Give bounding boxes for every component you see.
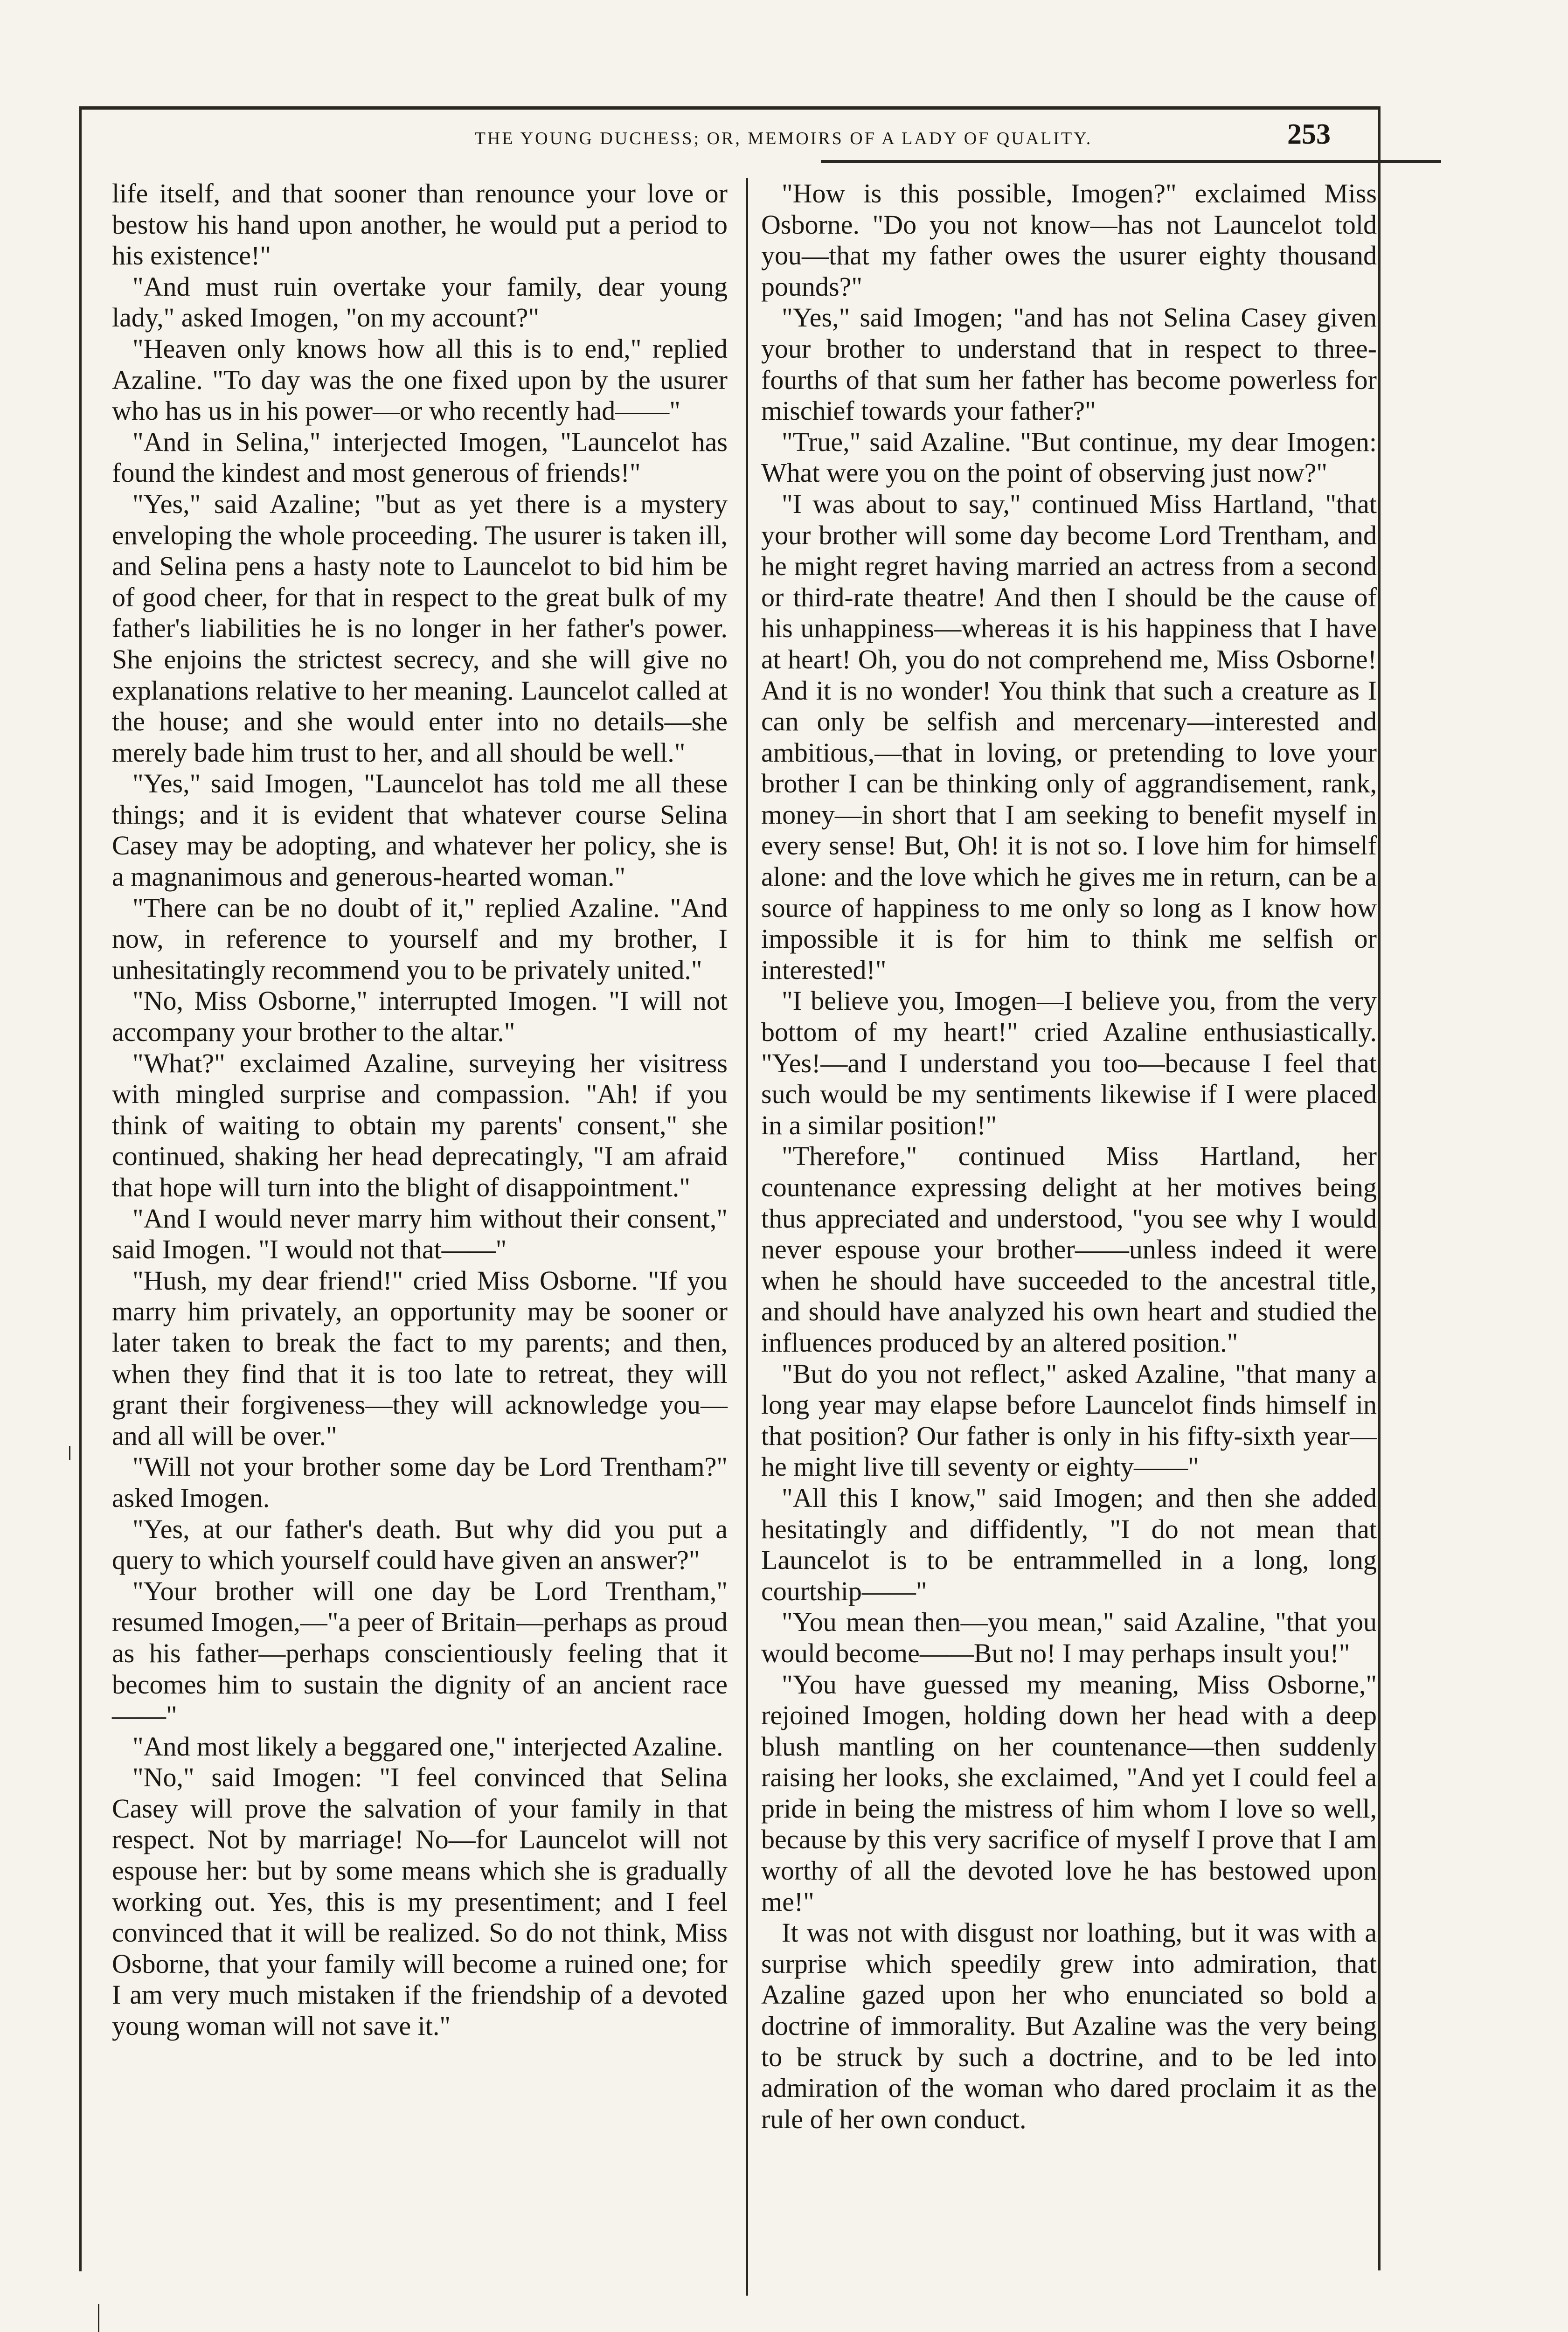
paragraph: It was not with disgust nor loathing, but it was with a surprise which speedily grew into admiration, that Azaline gazed upon her who enunciated so bold a doctrine of immorality. But Azaline was the very being to be struck by such a doctrine, and to be led into admiration of the woman who dared proclaim it as the rule of her own conduct.: [761, 1917, 1377, 2134]
right-text-column: [761, 178, 1377, 2135]
page-number: 253: [1287, 118, 1331, 150]
paragraph: "Heaven only knows how all this is to end," replied Azaline. "To day was the one fixed upon by the usurer who has us in his power—or who recently had——": [112, 333, 728, 426]
left-text-column: [112, 178, 728, 2042]
paragraph: "Will not your brother some day be Lord Trentham?" asked Imogen.: [112, 1451, 728, 1513]
paragraph: life itself, and that sooner than renounce your love or bestow his hand upon another, he would put a period to his existence!": [112, 178, 728, 271]
header-rule: [821, 160, 1441, 163]
paragraph: "All this I know," said Imogen; and then she added hesitatingly and diffidently, "I do not mean that Launcelot is to be entrammelled in a long, long courtship——": [761, 1482, 1377, 1606]
paragraph: "There can be no doubt of it," replied Azaline. "And now, in reference to yourself and my brother, I unhesitatingly recommend you to be privately united.": [112, 892, 728, 985]
paragraph: "Your brother will one day be Lord Trentham," resumed Imogen,—"a peer of Britain—perhaps as proud as his father—perhaps conscientiously feeling that it becomes him to sustain the dignity of an ancient race——": [112, 1575, 728, 1731]
column-divider: [746, 178, 748, 2296]
paragraph: "What?" exclaimed Azaline, surveying her visitress with mingled surprise and compassion. "Ah! if you think of waiting to obtain my parents' consent," she continued, shaking her head deprecatingly, "I am afraid that hope will turn into the blight of disappointment.": [112, 1048, 728, 1202]
paragraph: "You mean then—you mean," said Azaline, "that you would become——But no! I may perhaps insult you!": [761, 1607, 1377, 1668]
paragraph: "Yes, at our father's death. But why did you put a query to which yourself could have given an answer?": [112, 1513, 728, 1575]
paragraph: "And most likely a beggared one," interjected Azaline.: [132, 1731, 723, 1762]
page-right-rule: [1378, 106, 1381, 2270]
paragraph: "But do you not reflect," asked Azaline, "that many a long year may elapse before Launcelot finds himself in that position? Our father is only in his fifty-sixth year—he might live till seventy or eighty——": [761, 1358, 1377, 1482]
margin-mark: [69, 1446, 70, 1460]
running-title: THE YOUNG DUCHESS; OR, MEMOIRS OF A LADY OF QUALITY.: [474, 129, 1093, 148]
paragraph: "Therefore," continued Miss Hartland, her countenance expressing delight at her motives being thus appreciated and understood, "you see why I would never espouse your brother——unless indeed it were when he should have succeeded to the ancestral title, and should have analyzed his own heart and studied the influences produced by an altered position.": [761, 1141, 1377, 1358]
margin-mark: [98, 2304, 99, 2332]
paragraph: "No, Miss Osborne," interrupted Imogen. "I will not accompany your brother to the altar.": [112, 986, 728, 1048]
page-header: [79, 110, 1381, 168]
paragraph: "And I would never marry him without their consent," said Imogen. "I would not that——": [112, 1203, 728, 1265]
paragraph: "How is this possible, Imogen?" exclaimed Miss Osborne. "Do you not know—has not Launcelot told you—that my father owes the usurer eighty thousand pounds?": [761, 178, 1377, 302]
paragraph: "Hush, my dear friend!" cried Miss Osborne. "If you marry him privately, an opportunity may be sooner or later taken to break the fact to my parents; and then, when they find that it is too late to retreat, they will grant their forgiveness—they will acknowledge you—and all will be over.": [112, 1265, 728, 1451]
paragraph: "No," said Imogen: "I feel convinced that Selina Casey will prove the salvation of your family in that respect. Not by marriage! No—for Launcelot will not espouse her: but by some means which she is gradually working out. Yes, this is my presentiment; and I feel convinced that it will be realized. So do not think, Miss Osborne, that your family will become a ruined one; for I am very much mistaken if the friendship of a devoted young woman will not save it.": [112, 1762, 728, 2041]
paragraph: "I believe you, Imogen—I believe you, from the very bottom of my heart!" cried Azaline enthusiastically. "Yes!—and I understand you too—because I feel that such would be my sentiments likewise if I were placed in a similar position!": [761, 986, 1377, 1140]
paragraph: "Yes," said Imogen, "Launcelot has told me all these things; and it is evident that whatever course Selina Casey may be adopting, and whatever her policy, she is a magnanimous and generous-hearted woman.": [112, 768, 728, 892]
paragraph: "True," said Azaline. "But continue, my dear Imogen: What were you on the point of observing just now?": [761, 426, 1377, 488]
paragraph: "And must ruin overtake your family, dear young lady," asked Imogen, "on my account?": [112, 271, 728, 333]
paragraph: "Yes," said Imogen; "and has not Selina Casey given your brother to understand that in respect to three-fourths of that sum her father has become powerless for mischief towards your father?": [761, 302, 1377, 426]
paragraph: "You have guessed my meaning, Miss Osborne," rejoined Imogen, holding down her head with a deep blush mantling on her countenance—then suddenly raising her looks, she exclaimed, "And yet I could feel a pride in being the mistress of him whom I love so well, because by this very sacrifice of myself I prove that I am worthy of all the devoted love he has bestowed upon me!": [761, 1669, 1377, 1917]
paragraph: "I was about to say," continued Miss Hartland, "that your brother will some day become Lord Trentham, and he might regret having married an actress from a second or third-rate theatre! And then I should be the cause of his unhappiness—whereas it is his happiness that I have at heart! Oh, you do not comprehend me, Miss Osborne! And it is no wonder! You think that such a creature as I can only be selfish and mercenary—interested and ambitious,—that in loving, or pretending to love your brother I can be thinking only of aggrandisement, rank, money—in short that I am seeking to benefit myself in every sense! But, Oh! it is not so. I love him for himself alone: and the love which he gives me in return, can be a source of happiness to me only so long as I know how impossible it is for him to think me selfish or interested!": [761, 488, 1377, 985]
paragraph: "Yes," said Azaline; "but as yet there is a mystery enveloping the whole proceeding. The usurer is taken ill, and Selina pens a hasty note to Launcelot to bid him be of good cheer, for that in respect to the great bulk of my father's liabilities he is no longer in her father's power. She enjoins the strictest secrecy, and she will give no explanations relative to her meaning. Launcelot called at the house; and she would enter into no details—she merely bade him trust to her, and all should be well.": [112, 488, 728, 768]
paragraph: "And in Selina," interjected Imogen, "Launcelot has found the kindest and most generous of friends!": [112, 426, 728, 488]
